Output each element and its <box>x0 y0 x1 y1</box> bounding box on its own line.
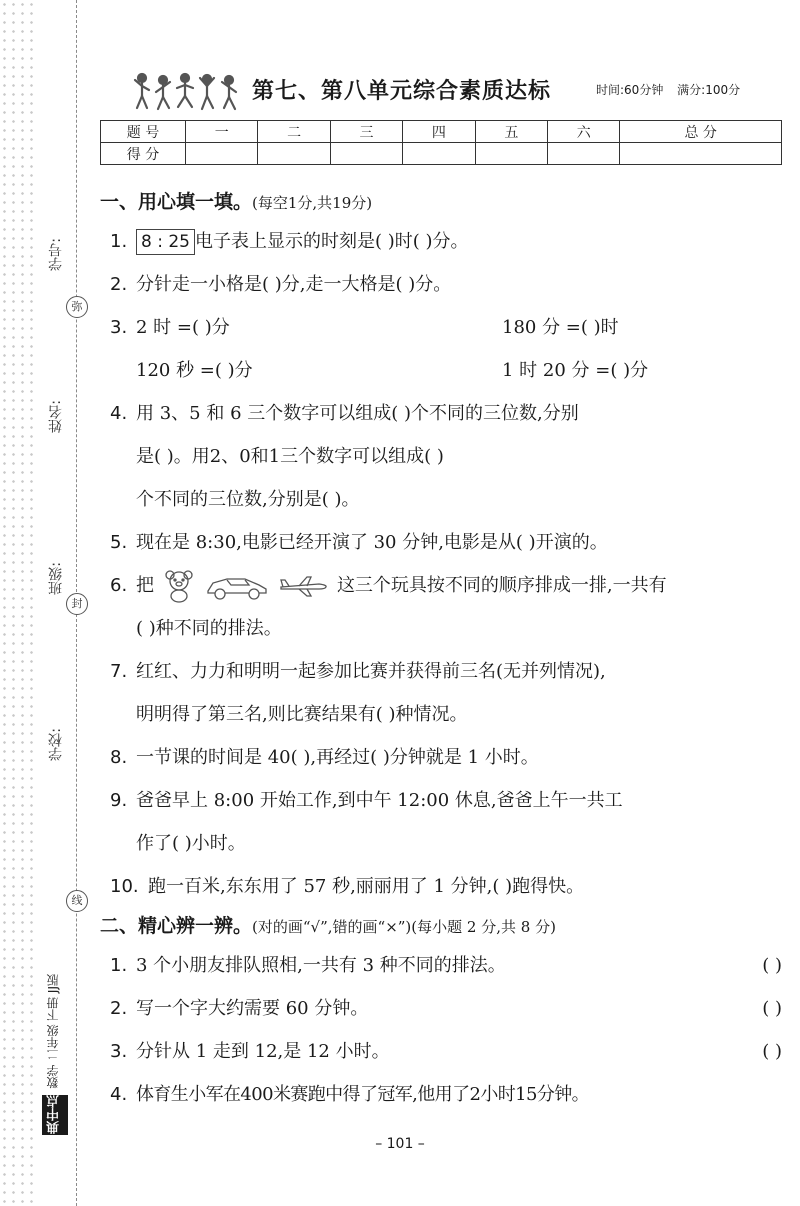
question-1-5 <box>100 521 790 564</box>
question-1-10 <box>100 865 790 908</box>
teddy-bear-icon <box>162 569 196 603</box>
question-number: 3. <box>110 1041 128 1062</box>
score-input-cell[interactable] <box>620 143 782 165</box>
score-table <box>100 120 782 165</box>
conversion-minutes-to-hours: 180 分 =( )时 <box>502 317 619 338</box>
question-number: 1. <box>110 955 128 976</box>
question-1-3 <box>100 306 790 392</box>
question-number: 7. <box>110 661 128 682</box>
margin-label-class: 班级: <box>48 562 64 595</box>
exam-content <box>100 184 790 1116</box>
question-text: 写一个字大约需要 60 分钟。 <box>136 998 369 1019</box>
page-title: 第七、第八单元综合素质达标 <box>252 79 552 104</box>
table-header-cell: 二 <box>258 121 330 143</box>
question-1-1 <box>100 220 790 263</box>
table-header-cell: 题 号 <box>101 121 186 143</box>
brand-text: 数学 二年级 下册 JJ版 <box>46 974 60 1089</box>
question-text-line: 是( )。用2、0和1三个数字可以组成( ) <box>136 446 444 467</box>
table-header-cell: 四 <box>403 121 475 143</box>
toy-car-icon <box>205 571 269 601</box>
conversion-seconds-to-minutes: 120 秒 =( )分 <box>136 360 253 381</box>
margin-dot-pattern <box>0 0 38 1206</box>
question-1-2 <box>100 263 790 306</box>
judge-item-2 <box>100 987 790 1030</box>
page-number: – 101 – <box>375 1136 425 1152</box>
question-number: 6. <box>110 575 128 596</box>
section-1-heading <box>100 184 790 220</box>
section-1-note: (每空1分,共19分) <box>252 194 373 212</box>
question-text-line: 红红、力力和明明一起参加比赛并获得前三名(无并列情况), <box>136 661 606 682</box>
digital-clock-display: 8 : 25 <box>136 229 195 255</box>
section-2-note: (对的画“√”,错的画“×”)(每小题 2 分,共 8 分) <box>252 918 556 936</box>
question-text: 体育生小军在400米赛跑中得了冠军,他用了2小时15分钟。 <box>136 1084 590 1105</box>
table-header-cell: 五 <box>475 121 547 143</box>
question-text: 跑一百米,东东用了 57 秒,丽丽用了 1 分钟,( )跑得快。 <box>148 876 585 897</box>
table-header-cell: 总 分 <box>620 121 782 143</box>
question-text: 这三个玩具按不同的顺序排成一排,一共有 <box>336 575 667 596</box>
table-header-cell: 六 <box>548 121 620 143</box>
margin-label-student-number: 学号: <box>48 238 64 271</box>
brand-block <box>42 935 68 1135</box>
score-table-header-row <box>101 121 782 143</box>
question-1-7 <box>100 650 790 736</box>
margin-label-school: 学校: <box>48 728 64 761</box>
score-table-score-row <box>101 143 782 165</box>
answer-bracket[interactable]: ( ) <box>762 955 782 976</box>
question-number: 3. <box>110 317 128 338</box>
question-text: 3 个小朋友排队照相,一共有 3 种不同的排法。 <box>136 955 506 976</box>
question-number: 5. <box>110 532 128 553</box>
question-text-line: 个不同的三位数,分别是( )。 <box>136 489 360 510</box>
exam-meta <box>596 81 750 98</box>
conversion-hours-to-minutes: 2 时 =( )分 <box>136 317 230 338</box>
brand-logo: 典中点 <box>42 1095 68 1135</box>
question-text: 电子表上显示的时刻是( )时( )分。 <box>194 231 469 252</box>
section-2-heading <box>100 908 790 944</box>
question-1-9 <box>100 779 790 865</box>
exam-full-score: 满分:100分 <box>677 83 741 97</box>
score-input-cell[interactable] <box>548 143 620 165</box>
margin-label-name: 姓名: <box>48 400 64 433</box>
question-1-8 <box>100 736 790 779</box>
question-text: 一节课的时间是 40( ),再经过( )分钟就是 1 小时。 <box>136 747 539 768</box>
dancing-figures-icon <box>132 72 240 112</box>
section-2-title: 二、精心辨一辨。 <box>100 915 253 937</box>
seal-mi: 弥 <box>66 296 88 318</box>
exam-time: 时间:60分钟 <box>596 83 664 97</box>
page-header <box>132 72 782 112</box>
seal-xian: 线 <box>66 890 88 912</box>
table-header-cell: 三 <box>330 121 402 143</box>
conversion-hours-minutes-to-minutes: 1 时 20 分 =( )分 <box>502 360 649 381</box>
question-text: 现在是 8:30,电影已经开演了 30 分钟,电影是从( )开演的。 <box>136 532 608 553</box>
question-number: 10. <box>110 876 139 897</box>
score-input-cell[interactable] <box>403 143 475 165</box>
question-1-4 <box>100 392 790 521</box>
question-text-line: 明明得了第三名,则比赛结果有( )种情况。 <box>136 704 468 725</box>
question-text-line: ( )种不同的排法。 <box>136 618 282 639</box>
judge-item-3 <box>100 1030 790 1073</box>
question-text-line: 作了( )小时。 <box>136 833 246 854</box>
question-number: 2. <box>110 274 128 295</box>
question-number: 8. <box>110 747 128 768</box>
question-number: 4. <box>110 403 128 424</box>
question-number: 2. <box>110 998 128 1019</box>
table-header-cell: 一 <box>186 121 258 143</box>
answer-bracket[interactable]: ( ) <box>762 998 782 1019</box>
score-input-cell[interactable] <box>186 143 258 165</box>
question-number: 4. <box>110 1084 128 1105</box>
answer-bracket[interactable]: ( ) <box>762 1041 782 1062</box>
table-row-label: 得 分 <box>101 143 186 165</box>
question-number: 9. <box>110 790 128 811</box>
question-text-line: 用 3、5 和 6 三个数字可以组成( )个不同的三位数,分别 <box>136 403 579 424</box>
judge-item-4 <box>100 1073 790 1116</box>
seal-feng: 封 <box>66 593 88 615</box>
toy-airplane-icon <box>279 574 329 598</box>
question-number: 1. <box>110 231 128 252</box>
score-input-cell[interactable] <box>330 143 402 165</box>
judge-item-1 <box>100 944 790 987</box>
question-1-6 <box>100 564 790 650</box>
question-text-line: 爸爸早上 8:00 开始工作,到中午 12:00 休息,爸爸上午一共工 <box>136 790 623 811</box>
score-input-cell[interactable] <box>258 143 330 165</box>
question-text: 分针走一小格是( )分,走一大格是( )分。 <box>136 274 452 295</box>
score-input-cell[interactable] <box>475 143 547 165</box>
section-1-title: 一、用心填一填。 <box>100 191 253 213</box>
question-text: 分针从 1 走到 12,是 12 小时。 <box>136 1041 390 1062</box>
question-text: 把 <box>136 575 154 596</box>
